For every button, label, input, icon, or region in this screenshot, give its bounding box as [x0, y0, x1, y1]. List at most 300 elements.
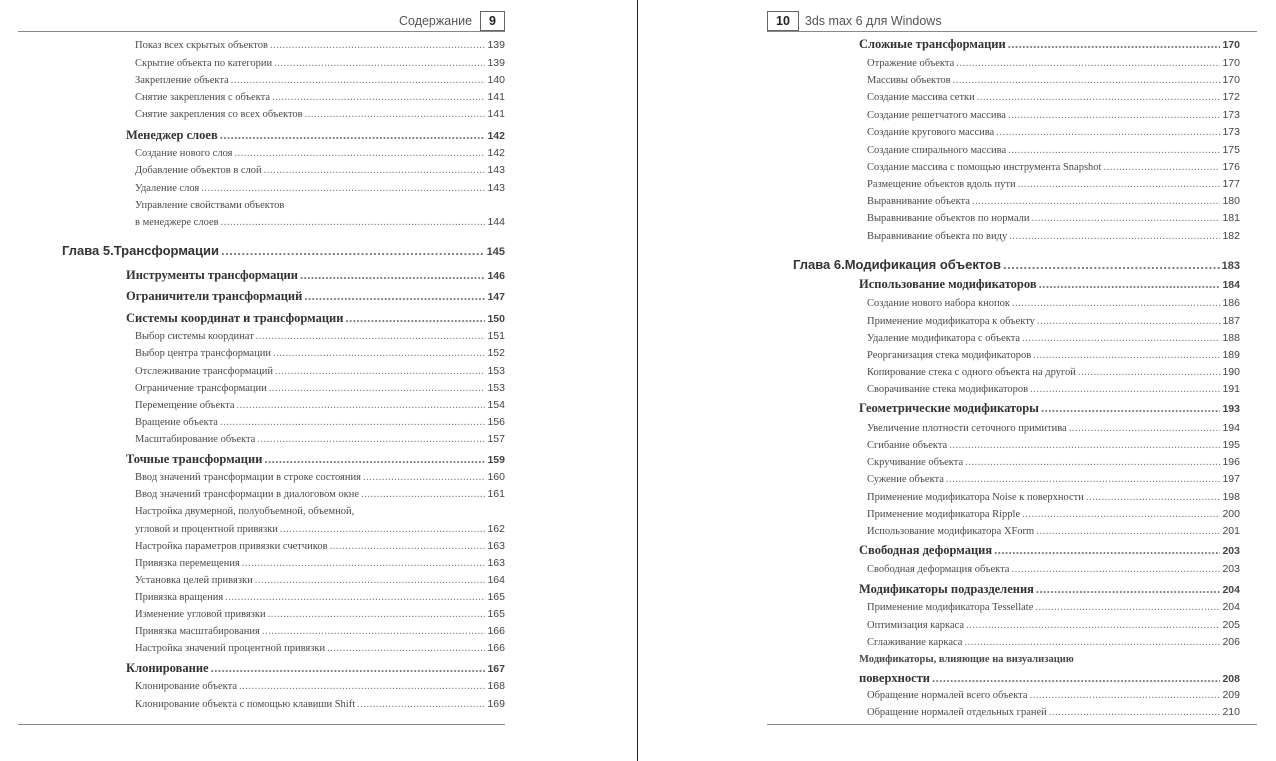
toc-entry-title: Выбор системы координат	[135, 331, 254, 342]
toc-subsection	[135, 488, 505, 500]
toc-section	[859, 37, 1240, 52]
toc-subsection	[135, 608, 505, 620]
toc-entry-title: Привязка перемещения	[135, 558, 240, 569]
toc-entry-title: Добавление объектов в слой	[135, 165, 262, 176]
toc-page-number: 195	[1222, 439, 1240, 451]
toc-page-number: 150	[487, 313, 505, 325]
toc-subsection	[135, 164, 505, 176]
dot-leader	[361, 489, 485, 500]
toc-page-number: 166	[487, 642, 505, 654]
toc-subsection	[867, 508, 1240, 520]
toc-subsection	[867, 456, 1240, 468]
dot-leader	[1008, 145, 1220, 156]
toc-entry-title: поверхности	[859, 671, 930, 685]
toc-subsection	[867, 525, 1240, 537]
dot-leader	[1008, 110, 1221, 121]
toc-entry-title: Удаление слоя	[135, 183, 200, 194]
toc-entry-title: Увеличение плотности сеточного примитива	[867, 423, 1067, 434]
toc-section	[859, 582, 1240, 597]
toc-entry-title: Удаление модификатора с объекта	[867, 333, 1021, 344]
toc-entry-title: Показ всех скрытых объектов	[135, 40, 268, 51]
toc-subsection	[867, 706, 1240, 718]
toc-subsection	[135, 399, 505, 411]
toc-page-number: 141	[487, 108, 505, 120]
toc-page-number: 203	[1222, 545, 1240, 557]
toc-entry-title: Привязка вращения	[135, 592, 224, 603]
toc-page-number: 142	[487, 147, 505, 159]
toc-entry-title: Снятие закрепления с объекта	[135, 92, 271, 103]
toc-subsection	[135, 680, 505, 692]
toc-entry-title: Сложные трансформации	[859, 37, 1006, 51]
toc-page-number: 165	[487, 591, 505, 603]
toc-page-number: 170	[1222, 74, 1240, 86]
toc-entry-title: Создание массива с помощью инструмента Snapshot	[867, 162, 1102, 173]
dot-leader	[1008, 37, 1221, 52]
toc-entry-title: Сглаживание каркаса	[867, 637, 963, 648]
toc-subsection	[867, 57, 1240, 69]
toc-section	[859, 543, 1240, 558]
toc-page-number: 189	[1222, 349, 1240, 361]
toc-subsection	[135, 557, 505, 569]
left-page	[0, 0, 637, 761]
toc-entry-title: Применение модификатора Ripple	[867, 509, 1021, 520]
toc-subsection	[867, 619, 1240, 631]
dot-leader	[201, 183, 485, 194]
toc-subsection	[135, 57, 505, 69]
toc-page-number: 141	[487, 91, 505, 103]
toc-subsection	[135, 147, 505, 159]
toc-page-number: 204	[1222, 601, 1240, 613]
toc-entry-title: Ввод значений трансформации в строке состояния	[135, 472, 361, 483]
toc-entry-title: Геометрические модификаторы	[859, 401, 1039, 415]
toc-section	[126, 268, 505, 283]
toc-subsection	[135, 74, 505, 86]
toc-entry-title: Применение модификатора Tessellate	[867, 602, 1034, 613]
toc-subsection	[135, 91, 505, 103]
toc-subsection	[867, 491, 1240, 503]
toc-entry-title: Реорганизация стека модификаторов	[867, 350, 1032, 361]
toc-subsection	[867, 439, 1240, 451]
toc-page-number: 190	[1222, 366, 1240, 378]
toc-page-number: 168	[487, 680, 505, 692]
dot-leader	[956, 58, 1220, 69]
dot-leader	[1078, 367, 1221, 378]
dot-leader	[264, 452, 485, 467]
toc-entry-title: Ограничение трансформации	[135, 383, 267, 394]
toc-subsection	[867, 109, 1240, 121]
dot-leader	[330, 541, 486, 552]
toc-page-number: 163	[487, 540, 505, 552]
toc-chapter	[793, 257, 1240, 272]
toc-entry-title: Выбор центра трансформации	[135, 348, 271, 359]
toc-page-number: 170	[1222, 57, 1240, 69]
toc-section	[859, 277, 1240, 292]
dot-leader	[977, 92, 1221, 103]
toc-page-number: 142	[487, 130, 505, 142]
toc-entry-title: Создание решетчатого массива	[867, 110, 1006, 121]
toc-page-number: 180	[1222, 195, 1240, 207]
toc-page-number: 187	[1222, 315, 1240, 327]
dot-leader	[234, 148, 485, 159]
toc-entry-title: Установка целей привязки	[135, 575, 253, 586]
toc-subsection	[135, 698, 505, 710]
toc-section	[126, 661, 505, 676]
toc-page-number: 159	[487, 454, 505, 466]
dot-leader	[221, 217, 486, 228]
dot-leader	[280, 524, 486, 535]
toc-page-number: 139	[487, 39, 505, 51]
toc-entry-title: Изменение угловой привязки	[135, 609, 266, 620]
dot-leader	[1009, 231, 1220, 242]
toc-entry-title: Оптимизация каркаса	[867, 620, 965, 631]
toc-subsection	[135, 330, 505, 342]
toc-page-number: 209	[1222, 689, 1240, 701]
toc-subsection	[867, 195, 1240, 207]
dot-leader	[273, 348, 486, 359]
toc-page-number: 175	[1222, 144, 1240, 156]
toc-section	[126, 311, 505, 326]
left-footer-rule	[18, 724, 505, 725]
toc-subsection	[135, 108, 505, 120]
dot-leader	[1086, 492, 1221, 503]
toc-subsection	[867, 74, 1240, 86]
dot-leader	[300, 268, 486, 283]
dot-leader	[1069, 423, 1221, 434]
toc-entry-title: Создание нового слоя	[135, 148, 233, 159]
toc-entry-title: Привязка масштабирования	[135, 626, 260, 637]
toc-page-number: 182	[1222, 230, 1240, 242]
toc-subsection	[135, 216, 505, 228]
toc-entry-title: Снятие закрепления со всех объектов	[135, 109, 303, 120]
dot-leader	[953, 75, 1221, 86]
toc-entry-title: Применение модификатора к объекту	[867, 316, 1035, 327]
dot-leader	[363, 472, 486, 483]
toc-entry-title: Выравнивание объекта по виду	[867, 231, 1008, 242]
dot-leader	[239, 681, 485, 692]
toc-entry-continuation: Настройка двумерной, полуобъемной, объемной,	[135, 506, 355, 517]
dot-leader	[220, 417, 486, 428]
toc-entry-title: Системы координат и трансформации	[126, 311, 344, 325]
toc-page-number: 143	[487, 182, 505, 194]
dot-leader	[1041, 401, 1221, 416]
dot-leader	[220, 128, 486, 143]
toc-subsection	[867, 315, 1240, 327]
toc-entry-title: Клонирование объекта с помощью клавиши Shift	[135, 699, 356, 710]
right-footer-rule	[767, 724, 1257, 725]
toc-page-number: 194	[1222, 422, 1240, 434]
toc-subsection	[135, 642, 505, 654]
dot-leader	[345, 311, 485, 326]
toc-subsection	[135, 182, 505, 194]
toc-page-number: 176	[1222, 161, 1240, 173]
dot-leader	[268, 609, 486, 620]
toc-subsection	[867, 144, 1240, 156]
toc-page-number: 157	[487, 433, 505, 445]
dot-leader	[946, 474, 1221, 485]
toc-entry-title: Обращение нормалей всего объекта	[867, 690, 1028, 701]
toc-entry-title: Создание массива сетки	[867, 92, 975, 103]
toc-subsection	[867, 212, 1240, 224]
dot-leader	[231, 75, 486, 86]
toc-page-number: 198	[1222, 491, 1240, 503]
dot-leader	[972, 196, 1221, 207]
toc-entry-title: угловой и процентной привязки	[135, 524, 278, 535]
toc-entry-title: Перемещение объекта	[135, 400, 235, 411]
right-toc	[638, 0, 1276, 761]
toc-entry-title: Отслеживание трансформаций	[135, 366, 274, 377]
toc-entry-title: Вращение объекта	[135, 417, 218, 428]
toc-entry-title: Скрытие объекта по категории	[135, 58, 273, 69]
dot-leader	[262, 626, 486, 637]
dot-leader	[211, 661, 486, 676]
toc-subsection	[135, 540, 505, 552]
toc-page-number: 165	[487, 608, 505, 620]
dot-leader	[256, 331, 486, 342]
toc-entry-title: Модификация объектов	[844, 257, 1001, 272]
toc-entry-title: в менеджере слоев	[135, 217, 219, 228]
toc-entry-title: Свободная деформация объекта	[867, 564, 1010, 575]
toc-entry-title: Масштабирование объекта	[135, 434, 256, 445]
toc-entry-title: Использование модификаторов	[859, 277, 1037, 291]
toc-subsection	[135, 523, 505, 535]
toc-subsection	[867, 161, 1240, 173]
dot-leader	[1036, 526, 1220, 537]
toc-entry-title: Клонирование объекта	[135, 681, 237, 692]
toc-page-number: 197	[1222, 473, 1240, 485]
dot-leader	[1103, 162, 1220, 173]
toc-entry-title: Выравнивание объекта	[867, 196, 970, 207]
toc-entry-title: Ввод значений трансформации в диалоговом окне	[135, 489, 360, 500]
dot-leader	[237, 400, 486, 411]
toc-page-number: 177	[1222, 178, 1240, 190]
toc-section	[126, 289, 505, 304]
toc-entry-continuation: Управление свойствами объектов	[135, 200, 285, 211]
toc-subsection	[867, 563, 1240, 575]
toc-entry-title: Сворачивание стека модификаторов	[867, 384, 1029, 395]
dot-leader	[1003, 257, 1220, 272]
toc-entry-title: Отражение объекта	[867, 58, 955, 69]
toc-subsection	[867, 636, 1240, 648]
right-page-number: 10	[767, 11, 799, 31]
toc-page-number: 191	[1222, 383, 1240, 395]
toc-page-number: 188	[1222, 332, 1240, 344]
left-header-title: Содержание	[398, 14, 473, 28]
toc-page-number: 139	[487, 57, 505, 69]
dot-leader	[994, 543, 1220, 558]
toc-subsection	[867, 473, 1240, 485]
toc-entry-title: Настройка параметров привязки счетчиков	[135, 541, 328, 552]
toc-subsection	[867, 422, 1240, 434]
toc-entry-title: Трансформации	[113, 243, 219, 258]
dot-leader	[1012, 298, 1220, 309]
dot-leader	[1031, 213, 1220, 224]
toc-subsection	[135, 471, 505, 483]
toc-page-number: 186	[1222, 297, 1240, 309]
toc-page-number: 201	[1222, 525, 1240, 537]
toc-subsection	[867, 689, 1240, 701]
toc-subsection	[135, 433, 505, 445]
dot-leader	[305, 109, 486, 120]
toc-entry-title: Точные трансформации	[126, 452, 263, 466]
toc-entry-title: Размещение объектов вдоль пути	[867, 179, 1016, 190]
dot-leader	[264, 165, 486, 176]
toc-entry-title: Скручивание объекта	[867, 457, 964, 468]
toc-subsection	[867, 332, 1240, 344]
dot-leader	[274, 58, 485, 69]
toc-subsection	[135, 365, 505, 377]
dot-leader	[225, 592, 485, 603]
toc-page-number: 203	[1222, 563, 1240, 575]
toc-entry-title: Применение модификатора Noise к поверхности	[867, 492, 1084, 503]
toc-page-number: 164	[487, 574, 505, 586]
dot-leader	[221, 243, 485, 258]
toc-entry-title: Ограничители трансформаций	[126, 289, 303, 303]
toc-page-number: 147	[487, 291, 505, 303]
toc-subsection	[135, 574, 505, 586]
toc-entry-title: Создание кругового массива	[867, 127, 995, 138]
toc-section	[859, 671, 1240, 686]
toc-subsection	[135, 591, 505, 603]
toc-page-number: 193	[1222, 403, 1240, 415]
toc-entry-title: Клонирование	[126, 661, 209, 675]
toc-subsection	[867, 349, 1240, 361]
toc-section	[859, 401, 1240, 416]
toc-entry-title: Выравнивание объектов по нормали	[867, 213, 1030, 224]
toc-page-number: 153	[487, 382, 505, 394]
toc-page-number: 154	[487, 399, 505, 411]
toc-page-number: 208	[1222, 673, 1240, 685]
dot-leader	[965, 457, 1220, 468]
left-toc	[0, 0, 637, 761]
toc-page-number: 166	[487, 625, 505, 637]
dot-leader	[270, 40, 486, 51]
dot-leader	[1049, 707, 1221, 718]
toc-entry-title: Использование модификатора XForm	[867, 526, 1035, 537]
toc-page-number: 162	[487, 523, 505, 535]
dot-leader	[1022, 509, 1220, 520]
dot-leader	[1035, 602, 1220, 613]
dot-leader	[1030, 384, 1220, 395]
dot-leader	[1030, 690, 1221, 701]
dot-leader	[1018, 179, 1221, 190]
toc-page-number: 173	[1222, 126, 1240, 138]
toc-entry-title: Инструменты трансформации	[126, 268, 298, 282]
toc-subsection	[135, 347, 505, 359]
toc-page-number: 170	[1222, 39, 1240, 51]
toc-entry-title: Настройка значений процентной привязки	[135, 643, 326, 654]
toc-page-number: 151	[487, 330, 505, 342]
toc-entry-title: Массивы объектов	[867, 75, 951, 86]
toc-subsection	[867, 383, 1240, 395]
toc-page-number: 167	[487, 663, 505, 675]
toc-entry-title: Закрепление объекта	[135, 75, 229, 86]
toc-entry-title: Создание нового набора кнопок	[867, 298, 1011, 309]
toc-page-number: 143	[487, 164, 505, 176]
toc-page-number: 163	[487, 557, 505, 569]
toc-page-number: 153	[487, 365, 505, 377]
dot-leader	[1022, 333, 1220, 344]
toc-section	[126, 452, 505, 467]
toc-page-number: 204	[1222, 584, 1240, 596]
toc-entry-title: Обращение нормалей отдельных граней	[867, 707, 1047, 718]
toc-subsection	[135, 416, 505, 428]
toc-page-number: 200	[1222, 508, 1240, 520]
dot-leader	[327, 643, 485, 654]
dot-leader	[304, 289, 485, 304]
toc-page-number: 144	[487, 216, 505, 228]
toc-page-number: 152	[487, 347, 505, 359]
toc-entry-title: Сгибание объекта	[867, 440, 948, 451]
toc-entry-title: Модификаторы подразделения	[859, 582, 1034, 596]
toc-page-number: 184	[1222, 279, 1240, 291]
dot-leader	[932, 671, 1220, 686]
toc-page-number: 210	[1222, 706, 1240, 718]
toc-section	[126, 128, 505, 143]
toc-page-number: 205	[1222, 619, 1240, 631]
toc-page-number: 156	[487, 416, 505, 428]
toc-page-number: 140	[487, 74, 505, 86]
right-page	[638, 0, 1276, 761]
toc-chapter	[62, 243, 505, 258]
toc-page-number: 183	[1221, 260, 1240, 272]
toc-page-number: 206	[1222, 636, 1240, 648]
dot-leader	[357, 699, 485, 710]
toc-page-number: 196	[1222, 456, 1240, 468]
chapter-label: Глава 6.	[793, 257, 845, 272]
dot-leader	[1011, 564, 1220, 575]
toc-page-number: 161	[487, 488, 505, 500]
dot-leader	[949, 440, 1220, 451]
toc-subsection	[867, 230, 1240, 242]
toc-subsection	[867, 366, 1240, 378]
dot-leader	[275, 366, 485, 377]
toc-page-number: 160	[487, 471, 505, 483]
toc-page-number: 173	[1222, 109, 1240, 121]
toc-subsection	[135, 382, 505, 394]
toc-page-number: 146	[487, 270, 505, 282]
right-header-title: 3ds max 6 для Windows	[804, 14, 942, 28]
dot-leader	[1039, 277, 1221, 292]
left-page-number: 9	[480, 11, 505, 31]
chapter-label: Глава 5.	[62, 243, 114, 258]
dot-leader	[964, 637, 1220, 648]
dot-leader	[1036, 582, 1221, 597]
toc-subsection	[135, 39, 505, 51]
toc-entry-title: Создание спирального массива	[867, 145, 1007, 156]
toc-entry-continuation: Модификаторы, влияющие на визуализацию	[859, 654, 1074, 665]
dot-leader	[242, 558, 486, 569]
toc-subsection	[867, 601, 1240, 613]
dot-leader	[272, 92, 485, 103]
dot-leader	[257, 434, 485, 445]
toc-entry-title: Сужение объекта	[867, 474, 944, 485]
dot-leader	[966, 620, 1220, 631]
toc-page-number: 145	[486, 246, 505, 258]
toc-entry-title: Свободная деформация	[859, 543, 993, 557]
toc-page-number: 169	[487, 698, 505, 710]
dot-leader	[255, 575, 486, 586]
toc-subsection	[867, 126, 1240, 138]
dot-leader	[1037, 316, 1221, 327]
toc-entry-title: Менеджер слоев	[126, 128, 218, 142]
toc-page-number: 172	[1222, 91, 1240, 103]
dot-leader	[996, 127, 1220, 138]
toc-subsection	[867, 297, 1240, 309]
dot-leader	[1033, 350, 1220, 361]
dot-leader	[269, 383, 486, 394]
toc-entry-title: Копирование стека с одного объекта на другой	[867, 367, 1076, 378]
toc-subsection	[867, 91, 1240, 103]
